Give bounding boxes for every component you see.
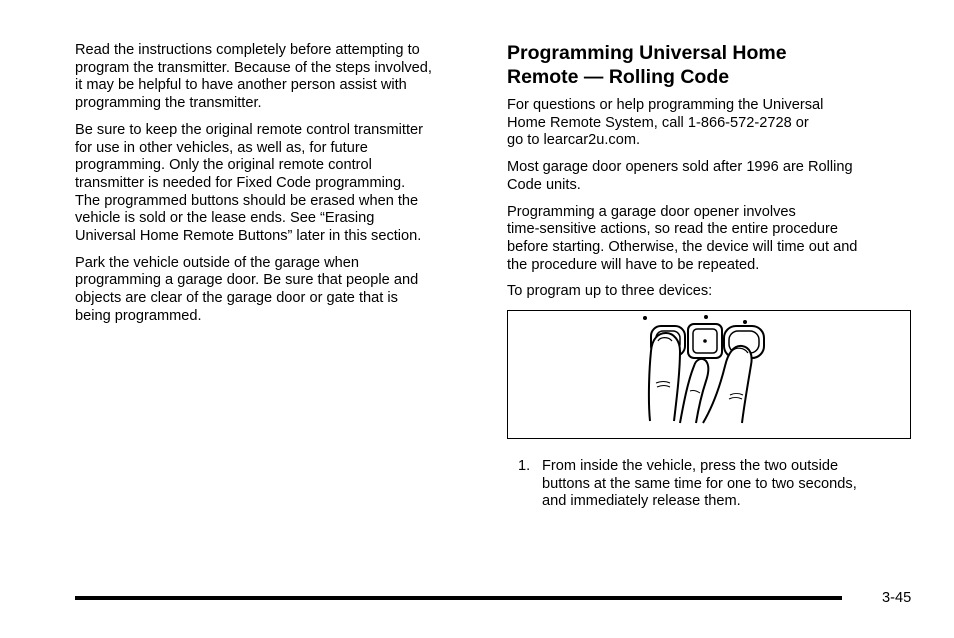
paragraph-time-sensitive: Programming a garage door opener involves time-sensitive actions, so read the entire procedure before starting. Otherwise, the device will time out and the procedure will have to be repeated. <box>507 203 858 273</box>
remote-buttons-illustration <box>507 310 911 439</box>
step-text: From inside the vehicle, press the two outside buttons at the same time for one to two seconds, and immediately release them. <box>542 458 857 510</box>
paragraph-keep-original-remote: Be sure to keep the original remote control transmitter for use in other vehicles, as well as, for future programming. Only the original remote control transmitter is needed for Fixed Code programming. The programmed buttons should be erased when the vehicle is sold or the lease ends. See “Erasing Universal Home Remote Buttons” later in this section. <box>75 121 423 245</box>
step-number: 1. <box>518 458 531 474</box>
footer-rule <box>75 596 842 600</box>
paragraph-program-devices: To program up to three devices: <box>507 283 713 300</box>
page-number: 3-45 <box>882 590 912 606</box>
section-heading: Programming Universal Home Remote — Rolling Code <box>507 42 787 88</box>
left-column <box>75 42 475 335</box>
paragraph-read-instructions: Read the instructions completely before attempting to program the transmitter. Because of the steps involved, it may be helpful to have another person assist with programming the transmitter. <box>75 42 432 112</box>
paragraph-questions-help: For questions or help programming the Universal Home Remote System, call 1-866-572-2728 or go to learcar2u.com. <box>507 97 824 149</box>
fingers-pressing-buttons-icon <box>508 311 910 438</box>
paragraph-rolling-code-units: Most garage door openers sold after 1996 are Rolling Code units. <box>507 159 853 193</box>
paragraph-park-outside: Park the vehicle outside of the garage when programming a garage door. Be sure that people and objects are clear of the garage door or gate that is being programmed. <box>75 254 419 324</box>
right-column <box>507 42 917 439</box>
